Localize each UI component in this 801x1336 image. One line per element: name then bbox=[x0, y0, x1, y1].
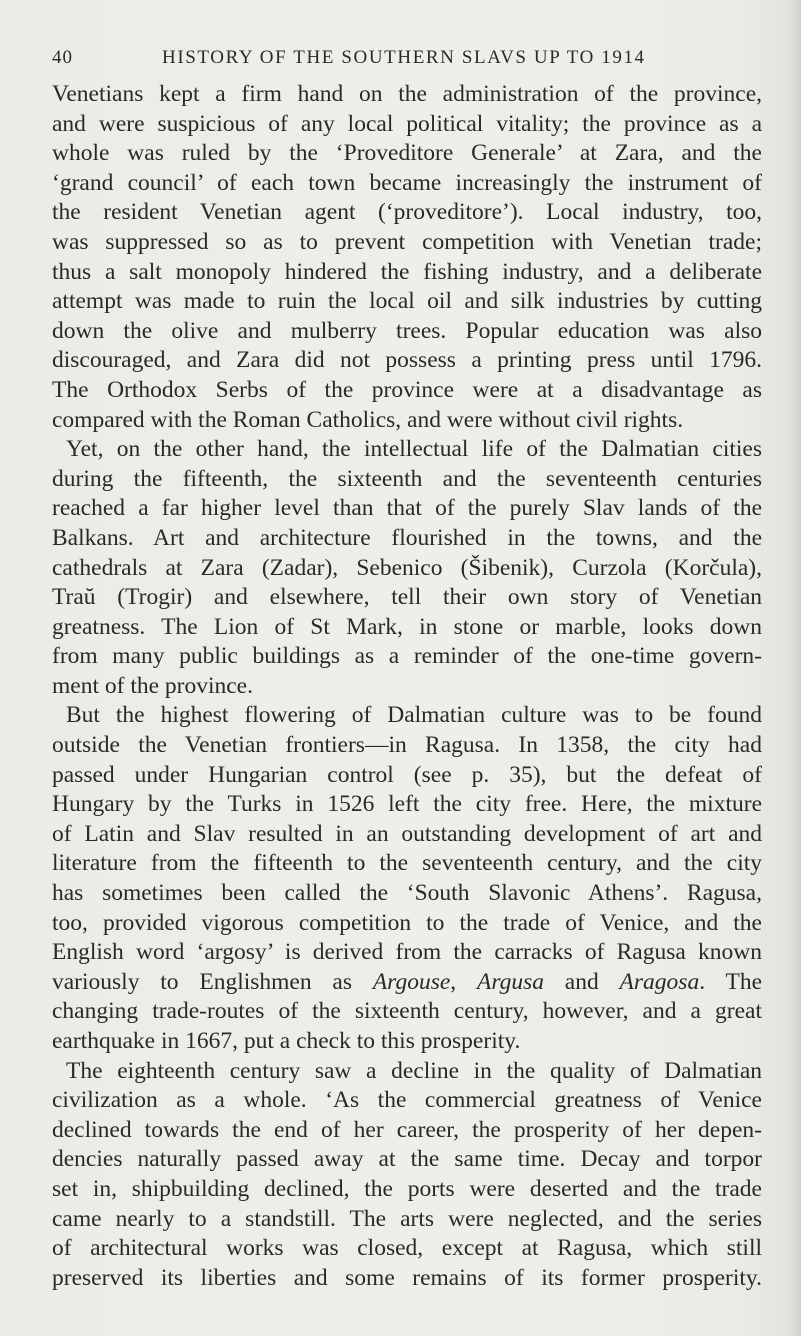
paragraph-4 bbox=[52, 1057, 762, 1294]
paragraph-3 bbox=[52, 701, 762, 1056]
text-line: whole was ruled by the ‘Proveditore Generale’ at Zara, and the bbox=[52, 140, 762, 167]
text-line: and were suspicious of any local political vitality; the province as a bbox=[52, 110, 762, 137]
text-line: the resident Venetian agent (‘proveditore’). Local industry, too, bbox=[52, 199, 762, 226]
running-title: HISTORY OF THE SOUTHERN SLAVS UP TO 1914 bbox=[162, 47, 646, 68]
text-line: from many public buildings as a reminder of the one-time govern- bbox=[52, 643, 762, 670]
text-line: down the olive and mulberry trees. Popular education was also bbox=[52, 317, 762, 344]
text-line: ment of the province. bbox=[52, 672, 253, 699]
text-line: But the highest flowering of Dalmatian culture was to be found bbox=[66, 702, 762, 729]
text-line: of Latin and Slav resulted in an outstanding development of art and bbox=[52, 820, 762, 847]
text-line: variously to Englishmen as Argouse, Argusa and Aragosa. The bbox=[52, 968, 762, 995]
text-line: dencies naturally passed away at the same time. Decay and torpor bbox=[52, 1146, 762, 1173]
body-text bbox=[52, 80, 762, 1293]
text-line: compared with the Roman Catholics, and were without civil rights. bbox=[52, 406, 684, 433]
page-number: 40 bbox=[52, 47, 73, 68]
text-line: attempt was made to ruin the local oil and silk industries by cutting bbox=[52, 288, 762, 315]
text-line: cathedrals at Zara (Zadar), Sebenico (Šibenik), Curzola (Korčula), bbox=[52, 554, 762, 581]
text-line: changing trade-routes of the sixteenth century, however, and a great bbox=[52, 998, 762, 1025]
paragraph-2 bbox=[52, 435, 762, 701]
text-line: thus a salt monopoly hindered the fishing industry, and a deliberate bbox=[52, 258, 762, 285]
text-line: earthquake in 1667, put a check to this prosperity. bbox=[52, 1028, 521, 1054]
text-line: preserved its liberties and some remains of its former prosperity. bbox=[52, 1264, 762, 1291]
text-line: Hungary by the Turks in 1526 left the city free. Here, the mixture bbox=[52, 791, 762, 818]
text-line: set in, shipbuilding declined, the ports were deserted and the trade bbox=[52, 1175, 762, 1202]
text-line: The eighteenth century saw a decline in the quality of Dalmatian bbox=[66, 1057, 762, 1084]
text-line: has sometimes been called the ‘South Slavonic Athens’. Ragusa, bbox=[52, 880, 762, 907]
text-line: Balkans. Art and architecture flourished in the towns, and the bbox=[52, 524, 762, 551]
page-edge-shadow bbox=[787, 0, 801, 1336]
text-line: Yet, on the other hand, the intellectual life of the Dalmatian cities bbox=[66, 436, 762, 463]
text-line: The Orthodox Serbs of the province were at a disadvantage as bbox=[52, 376, 762, 403]
text-line: Traŭ (Trogir) and elsewhere, tell their own story of Venetian bbox=[52, 584, 762, 611]
text-line: came nearly to a standstill. The arts were neglected, and the series bbox=[52, 1205, 762, 1232]
text-line: reached a far higher level than that of the purely Slav lands of the bbox=[52, 495, 762, 522]
text-line: declined towards the end of her career, the prosperity of her depen- bbox=[52, 1116, 762, 1143]
text-line: was suppressed so as to prevent competition with Venetian trade; bbox=[52, 228, 762, 255]
text-line: English word ‘argosy’ is derived from the carracks of Ragusa known bbox=[52, 939, 762, 966]
paragraph-1 bbox=[52, 80, 762, 435]
text-line: during the fifteenth, the sixteenth and the seventeenth centuries bbox=[52, 465, 762, 492]
text-line: civilization as a whole. ‘As the commercial greatness of Venice bbox=[52, 1087, 762, 1114]
page-header bbox=[52, 47, 692, 75]
text-line: Venetians kept a firm hand on the administration of the province, bbox=[52, 81, 762, 107]
text-line: greatness. The Lion of St Mark, in stone or marble, looks down bbox=[52, 613, 762, 640]
text-line: outside the Venetian frontiers—in Ragusa. In 1358, the city had bbox=[52, 732, 762, 759]
text-line: discouraged, and Zara did not possess a printing press until 1796. bbox=[52, 347, 762, 374]
text-line: literature from the fifteenth to the seventeenth century, and the city bbox=[52, 850, 762, 877]
text-line: ‘grand council’ of each town became increasingly the instrument of bbox=[52, 169, 762, 196]
text-line: passed under Hungarian control (see p. 35), but the defeat of bbox=[52, 761, 762, 788]
text-line: too, provided vigorous competition to the trade of Venice, and the bbox=[52, 909, 762, 936]
text-line: of architectural works was closed, except at Ragusa, which still bbox=[52, 1235, 762, 1262]
